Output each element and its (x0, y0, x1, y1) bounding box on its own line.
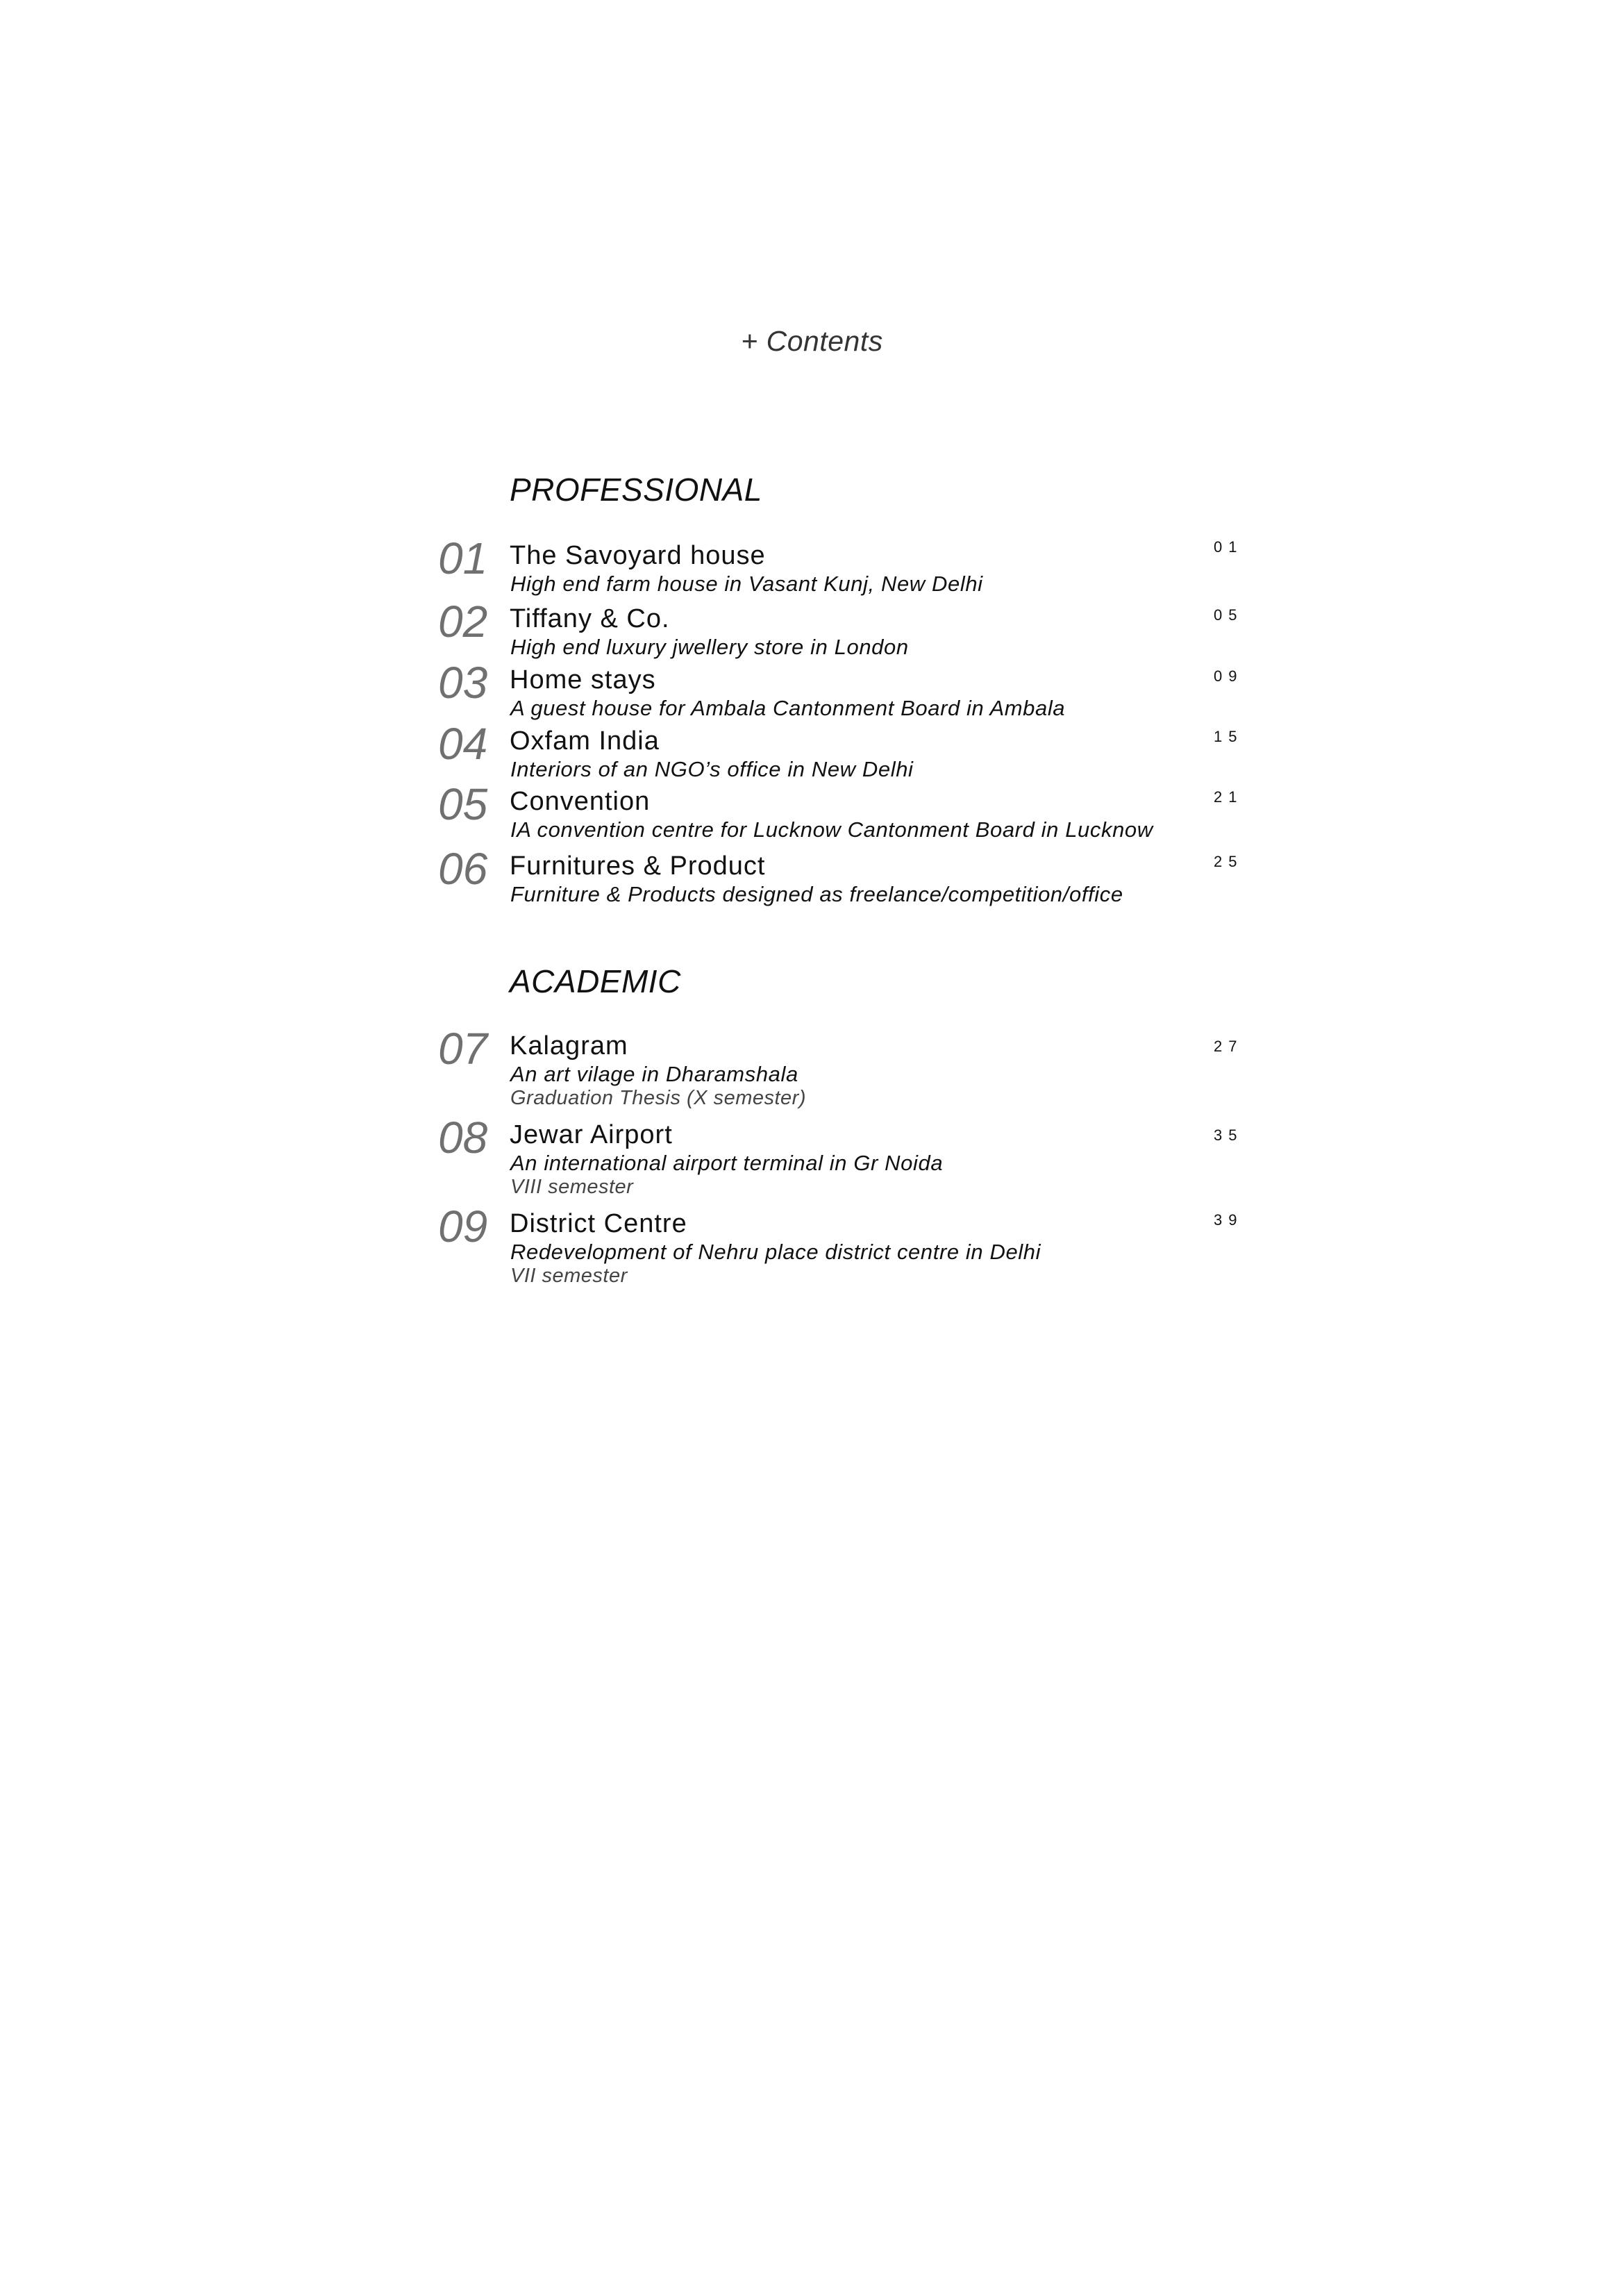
entry-title: Home stays (510, 665, 656, 694)
entry-title: District Centre (510, 1209, 687, 1238)
entry-note: VII semester (510, 1265, 628, 1287)
entry-subtitle: High end luxury jwellery store in London (510, 635, 909, 659)
entry-page-number: 27 (1214, 1038, 1244, 1055)
entry-note: Graduation Thesis (X semester) (510, 1087, 806, 1109)
entry-subtitle: An art vilage in Dharamshala (510, 1062, 798, 1086)
section-heading-academic: ACADEMIC (510, 963, 681, 999)
entry-number: 02 (438, 597, 488, 647)
entry-page-number: 01 (1214, 538, 1244, 556)
entry-title: The Savoyard house (510, 541, 766, 570)
entry-number: 04 (438, 719, 488, 769)
entry-subtitle: Furniture & Products designed as freelance/competition/office (510, 882, 1123, 906)
entry-number: 07 (438, 1024, 488, 1074)
entry-number: 03 (438, 658, 488, 708)
entry-number: 05 (438, 779, 488, 829)
entry-page-number: 35 (1214, 1126, 1244, 1144)
entry-page-number: 21 (1214, 788, 1244, 806)
entry-note: VIII semester (510, 1176, 634, 1198)
entry-number: 06 (438, 844, 488, 894)
entry-title: Kalagram (510, 1031, 628, 1060)
entry-subtitle: IA convention centre for Lucknow Cantonment Board in Lucknow (510, 817, 1153, 842)
entry-page-number: 15 (1214, 728, 1244, 745)
entry-subtitle: Redevelopment of Nehru place district centre in Delhi (510, 1240, 1041, 1264)
entry-title: Oxfam India (510, 726, 660, 756)
entry-title: Tiffany & Co. (510, 604, 670, 633)
entry-number: 09 (438, 1201, 488, 1251)
entry-title: Convention (510, 787, 651, 816)
entry-number: 08 (438, 1113, 488, 1163)
entry-number: 01 (438, 533, 488, 583)
entry-subtitle: An international airport terminal in Gr Noida (510, 1151, 944, 1175)
entry-page-number: 05 (1214, 606, 1244, 624)
page-title: + Contents (741, 325, 883, 357)
entry-page-number: 09 (1214, 667, 1244, 685)
entry-subtitle: Interiors of an NGO’s office in New Delhi (510, 757, 914, 781)
entry-title: Jewar Airport (510, 1120, 673, 1149)
entry-subtitle: A guest house for Ambala Cantonment Board in Ambala (510, 696, 1066, 720)
entry-subtitle: High end farm house in Vasant Kunj, New Delhi (510, 572, 983, 596)
entry-title: Furnitures & Product (510, 851, 766, 881)
entry-page-number: 25 (1214, 853, 1244, 870)
entry-page-number: 39 (1214, 1211, 1244, 1229)
section-heading-professional: PROFESSIONAL (510, 472, 762, 508)
